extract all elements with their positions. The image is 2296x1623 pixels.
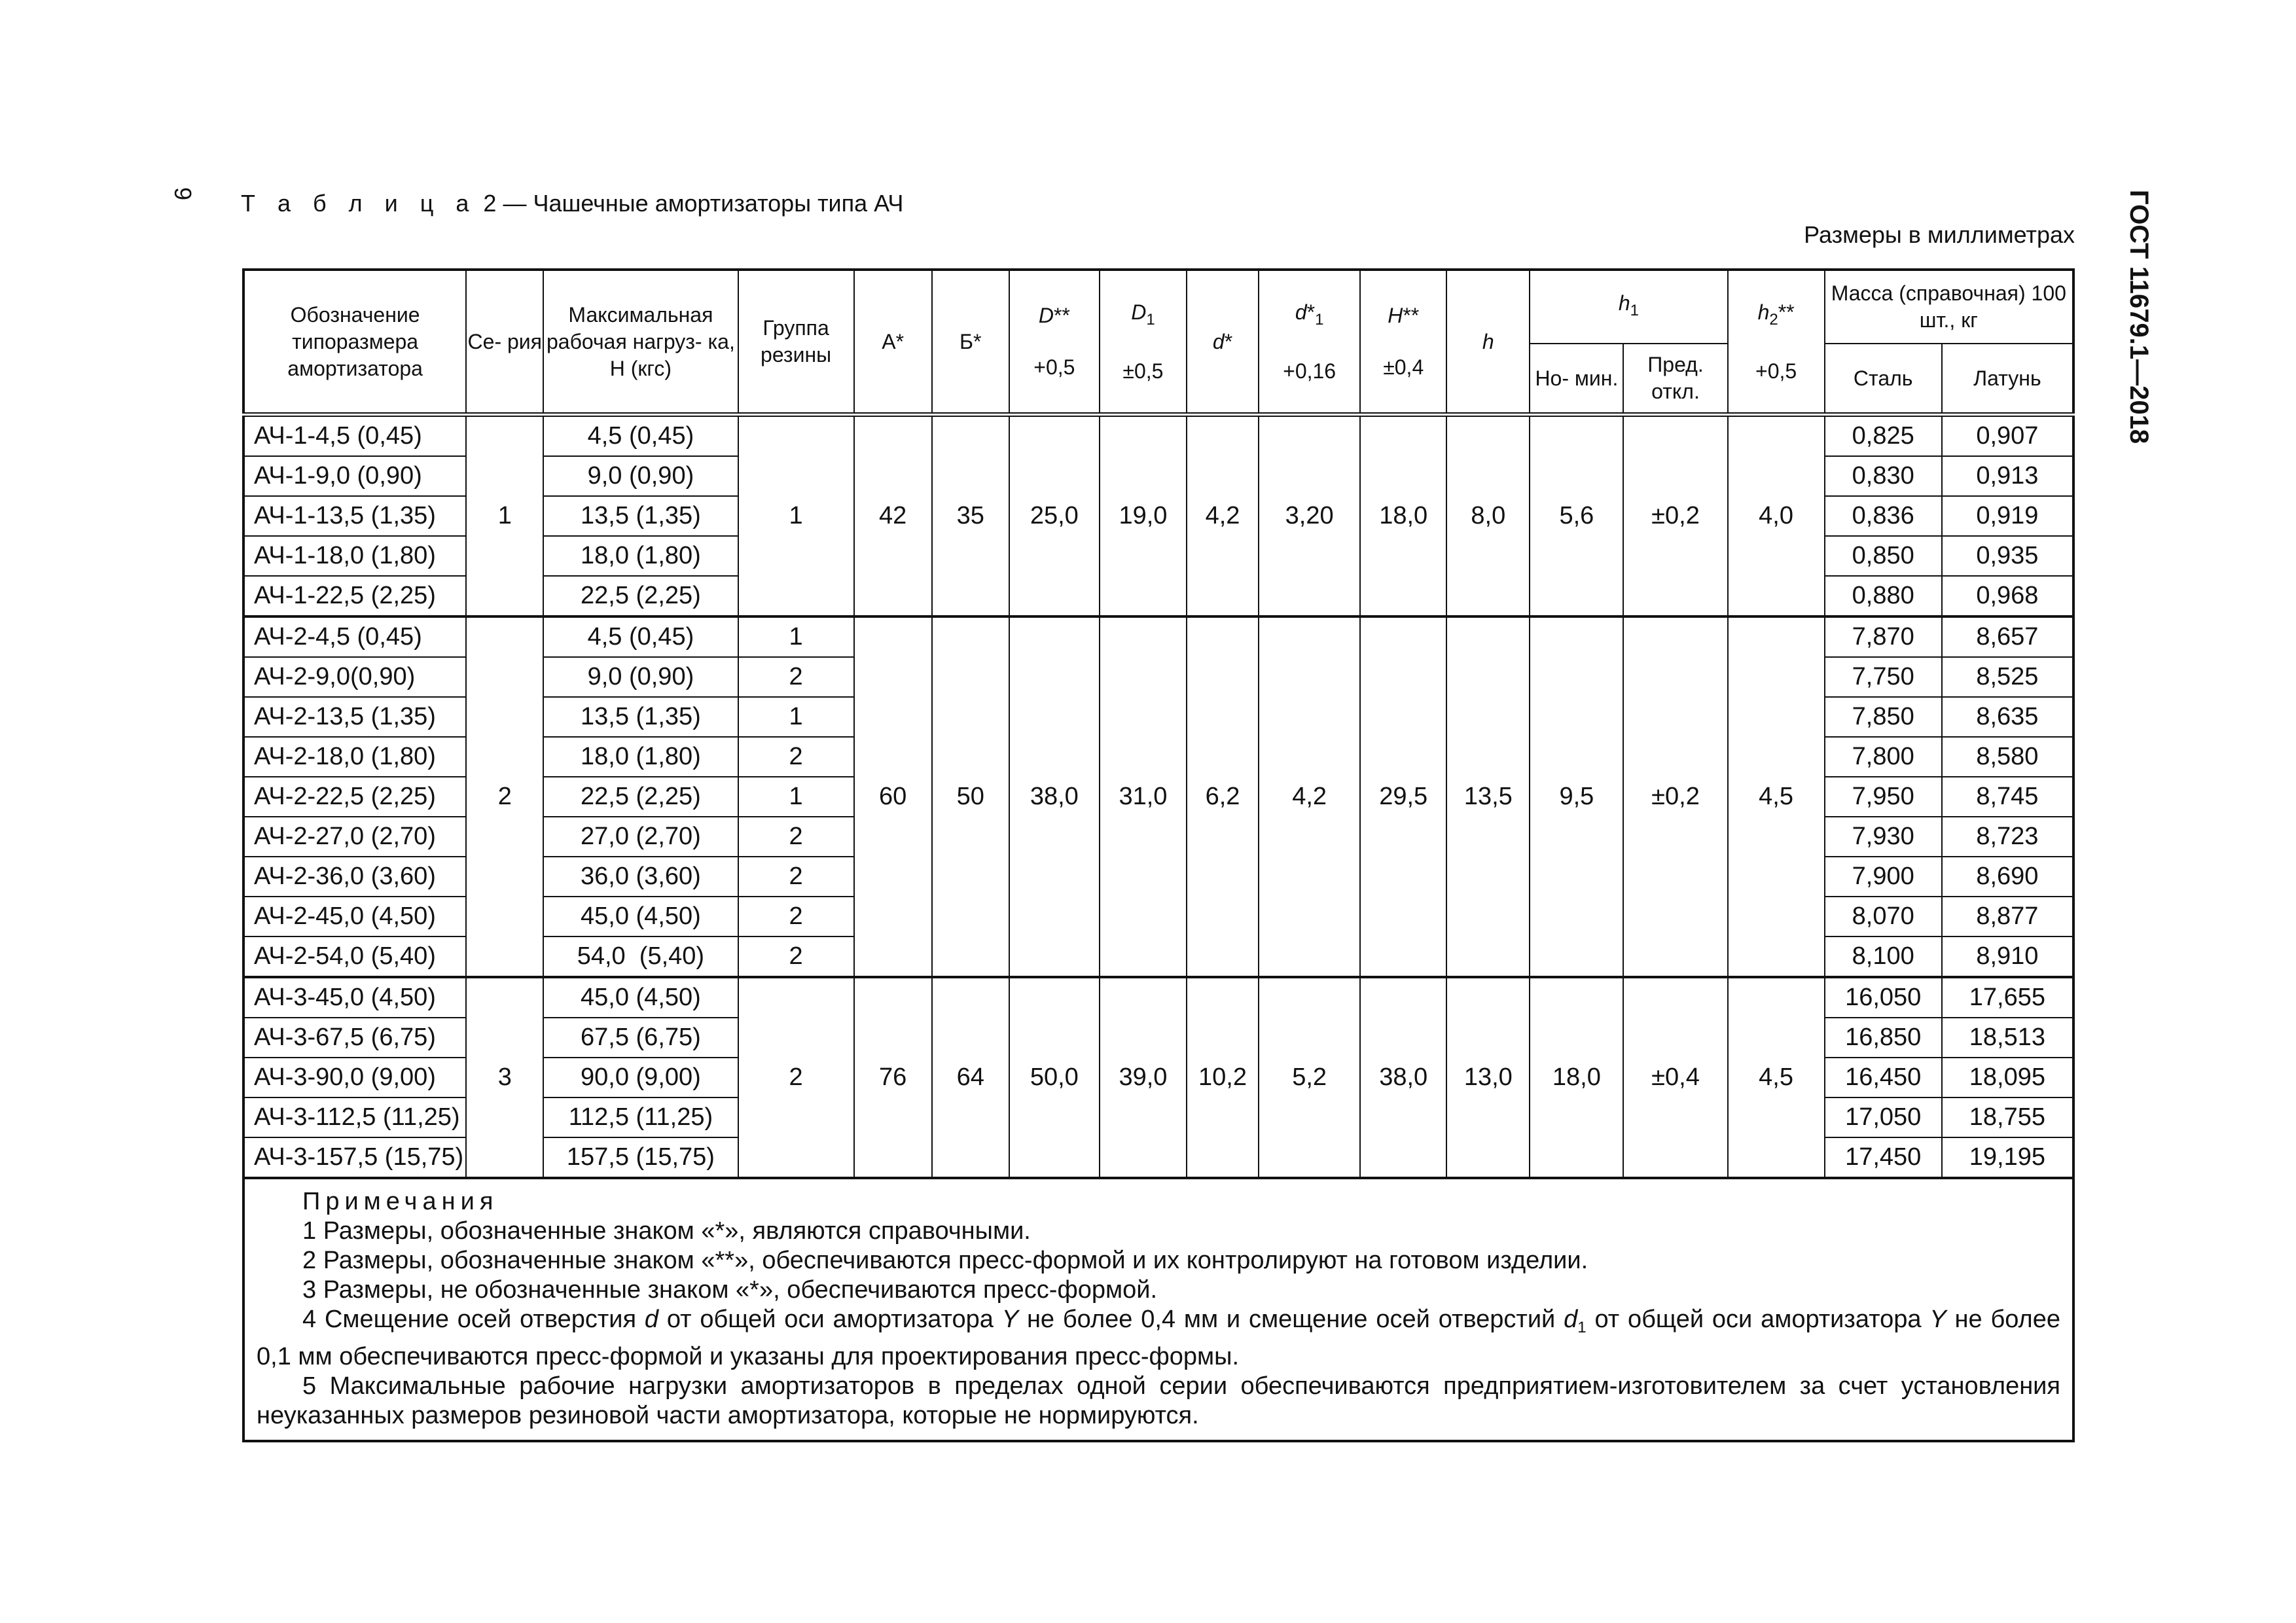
d1-outer-cell: 31,0 [1100, 616, 1187, 977]
load-cell: 4,5 (0,45) [543, 415, 738, 457]
group-cell: 2 [738, 977, 854, 1178]
brass-mass-cell: 8,723 [1942, 817, 2073, 857]
d1-outer-cell: 39,0 [1100, 977, 1187, 1178]
h2-subscript: 2 [1769, 310, 1778, 329]
header-max-load: Максимальная рабочая нагруз- ка, Н (кгс) [543, 270, 738, 415]
steel-mass-cell: 0,880 [1825, 576, 1942, 616]
load-cell: 67,5 (6,75) [543, 1018, 738, 1058]
steel-mass-cell: 7,950 [1825, 777, 1942, 817]
d-outer-cell: 25,0 [1009, 415, 1100, 617]
designation-cell: АЧ-2-22,5 (2,25) [243, 777, 466, 817]
steel-mass-cell: 17,050 [1825, 1097, 1942, 1137]
note-4-d-symbol: d [644, 1306, 659, 1333]
h1-nominal-cell: 18,0 [1530, 977, 1623, 1178]
designation-cell: АЧ-2-54,0 (5,40) [243, 936, 466, 977]
designation-cell: АЧ-2-18,0 (1,80) [243, 737, 466, 777]
h1-subscript: 1 [1630, 302, 1640, 319]
d-outer-symbol: D [1038, 304, 1054, 327]
h-cell: 8,0 [1446, 415, 1530, 617]
note-4-part-f: не более 0,1 мм обеспечиваются пресс-формой и указаны для проектирования пресс-формы. [257, 1306, 2060, 1370]
load-cell: 18,0 (1,80) [543, 737, 738, 777]
brass-mass-cell: 0,907 [1942, 415, 2073, 457]
designation-cell: АЧ-2-9,0(0,90) [243, 657, 466, 697]
h1-deviation-cell: ±0,4 [1623, 977, 1727, 1178]
group-cell: 1 [738, 616, 854, 657]
steel-mass-cell: 17,450 [1825, 1137, 1942, 1178]
header-d-hole [1187, 270, 1259, 415]
designation-cell: АЧ-3-112,5 (11,25) [243, 1097, 466, 1137]
header-d-outer [1009, 270, 1100, 415]
brass-mass-cell: 0,935 [1942, 536, 2073, 576]
b-cell: 50 [932, 616, 1009, 977]
note-5: 5 Максимальные рабочие нагрузки амортизаторов в пределах одной серии обеспечиваются предприятием-изготовителем за счет установления неуказанных размеров резиновой части амортизатора, которые не нормируются. [257, 1372, 2060, 1429]
designation-cell: АЧ-1-22,5 (2,25) [243, 576, 466, 616]
b-cell: 35 [932, 415, 1009, 617]
document-code: ГОСТ 11679.1—2018 [2125, 190, 2153, 444]
group-cell: 2 [738, 857, 854, 897]
group-cell: 2 [738, 936, 854, 977]
h-upper-tolerance: ±0,4 [1383, 355, 1424, 379]
designation-cell: АЧ-1-9,0 (0,90) [243, 456, 466, 496]
load-cell: 22,5 (2,25) [543, 576, 738, 616]
header-d1-outer [1100, 270, 1187, 415]
load-cell: 54,0 (5,40) [543, 936, 738, 977]
table-row [243, 616, 2073, 657]
h1-deviation-cell: ±0,2 [1623, 415, 1727, 617]
brass-mass-cell: 8,635 [1942, 697, 2073, 737]
designation-cell: АЧ-1-18,0 (1,80) [243, 536, 466, 576]
steel-mass-cell: 0,825 [1825, 415, 1942, 457]
brass-mass-cell: 18,513 [1942, 1018, 2073, 1058]
header-row [243, 270, 2073, 344]
brass-mass-cell: 0,913 [1942, 456, 2073, 496]
h-upper-cell: 29,5 [1360, 616, 1446, 977]
h-upper-cell: 18,0 [1360, 415, 1446, 617]
header-d1-hole [1259, 270, 1360, 415]
d1-hole-cell: 4,2 [1259, 616, 1360, 977]
note-2: 2 Размеры, обозначенные знаком «**», обеспечиваются пресс-формой и их контролируют на готовом изделии. [302, 1247, 1588, 1274]
h1-nominal-cell: 9,5 [1530, 616, 1623, 977]
d1-outer-subscript: 1 [1146, 310, 1155, 329]
load-cell: 45,0 (4,50) [543, 897, 738, 936]
d-outer-cell: 50,0 [1009, 977, 1100, 1178]
designation-cell: АЧ-2-27,0 (2,70) [243, 817, 466, 857]
brass-mass-cell: 18,755 [1942, 1097, 2073, 1137]
designation-cell: АЧ-1-4,5 (0,45) [243, 415, 466, 457]
header-h1-nominal: Но- мин. [1530, 344, 1623, 415]
steel-mass-cell: 16,850 [1825, 1018, 1942, 1058]
group-cell: 1 [738, 777, 854, 817]
load-cell: 45,0 (4,50) [543, 977, 738, 1018]
table-caption: 2 — Чашечные амортизаторы типа АЧ [483, 190, 904, 217]
brass-mass-cell: 8,525 [1942, 657, 2073, 697]
d-hole-symbol: d [1212, 329, 1225, 353]
notes-heading: Примечания [302, 1188, 499, 1215]
header-h1-deviation: Пред. откл. [1623, 344, 1727, 415]
h2-cell: 4,0 [1728, 415, 1825, 617]
h-upper-cell: 38,0 [1360, 977, 1446, 1178]
load-cell: 36,0 (3,60) [543, 857, 738, 897]
h-symbol: h [1482, 329, 1494, 353]
group-cell: 2 [738, 657, 854, 697]
d-hole-star: * [1224, 329, 1233, 353]
d-outer-cell: 38,0 [1009, 616, 1100, 977]
header-h1 [1530, 270, 1727, 344]
d1-outer-cell: 19,0 [1100, 415, 1187, 617]
load-cell: 22,5 (2,25) [543, 777, 738, 817]
group-cell: 2 [738, 737, 854, 777]
d-hole-cell: 4,2 [1187, 415, 1259, 617]
d1-outer-tolerance: ±0,5 [1122, 359, 1164, 383]
load-cell: 9,0 (0,90) [543, 456, 738, 496]
d1-hole-star: * [1306, 300, 1316, 324]
note-1: 1 Размеры, обозначенные знаком «*», являются справочными. [302, 1217, 1031, 1245]
load-cell: 13,5 (1,35) [543, 697, 738, 737]
designation-cell: АЧ-2-4,5 (0,45) [243, 616, 466, 657]
h2-tolerance: +0,5 [1755, 359, 1797, 383]
steel-mass-cell: 7,900 [1825, 857, 1942, 897]
brass-mass-cell: 8,877 [1942, 897, 2073, 936]
a-cell: 42 [854, 415, 932, 617]
h-upper-symbol: H [1388, 304, 1403, 327]
h2-symbol: h [1757, 300, 1770, 324]
note-4-part-a: 4 Смещение осей отверстия [302, 1306, 637, 1333]
brass-mass-cell: 19,195 [1942, 1137, 2073, 1178]
shock-absorber-table [242, 268, 2075, 1442]
brass-mass-cell: 0,919 [1942, 496, 2073, 536]
note-4 [257, 1305, 2060, 1372]
header-steel: Сталь [1825, 344, 1942, 415]
h-cell: 13,0 [1446, 977, 1530, 1178]
designation-cell: АЧ-2-45,0 (4,50) [243, 897, 466, 936]
series-cell: 1 [466, 415, 543, 617]
a-cell: 76 [854, 977, 932, 1178]
a-cell: 60 [854, 616, 932, 977]
steel-mass-cell: 7,870 [1825, 616, 1942, 657]
d1-outer-symbol: D [1131, 300, 1147, 324]
load-cell: 112,5 (11,25) [543, 1097, 738, 1137]
steel-mass-cell: 8,100 [1825, 936, 1942, 977]
designation-cell: АЧ-2-36,0 (3,60) [243, 857, 466, 897]
note-4-part-c: не более 0,4 мм и смещение осей отверстий [1026, 1306, 1556, 1333]
note-4-part-b: от общей оси амортизатора [666, 1306, 994, 1333]
steel-mass-cell: 0,850 [1825, 536, 1942, 576]
steel-mass-cell: 16,450 [1825, 1058, 1942, 1097]
h1-nominal-cell: 5,6 [1530, 415, 1623, 617]
h2-stars: ** [1778, 300, 1795, 324]
note-4-d1-subscript: 1 [1577, 1319, 1587, 1336]
units-label: Размеры в миллиметрах [1804, 221, 2075, 248]
d1-hole-subscript: 1 [1315, 310, 1324, 329]
series-cell: 2 [466, 616, 543, 977]
brass-mass-cell: 18,095 [1942, 1058, 2073, 1097]
note-4-y-symbol: Y [1001, 1306, 1019, 1333]
page-number: 9 [170, 187, 196, 201]
brass-mass-cell: 8,657 [1942, 616, 2073, 657]
h2-cell: 4,5 [1728, 616, 1825, 977]
h-cell: 13,5 [1446, 616, 1530, 977]
header-rubber-group: Группа резины [738, 270, 854, 415]
series-cell: 3 [466, 977, 543, 1178]
load-cell: 9,0 (0,90) [543, 657, 738, 697]
load-cell: 18,0 (1,80) [543, 536, 738, 576]
note-4-y2-symbol: Y [1929, 1306, 1946, 1333]
steel-mass-cell: 7,750 [1825, 657, 1942, 697]
notes-row [243, 1178, 2073, 1441]
header-a: А* [854, 270, 932, 415]
brass-mass-cell: 8,580 [1942, 737, 2073, 777]
note-3: 3 Размеры, не обозначенные знаком «*», обеспечиваются пресс-формой. [302, 1276, 1158, 1304]
brass-mass-cell: 8,745 [1942, 777, 2073, 817]
steel-mass-cell: 7,850 [1825, 697, 1942, 737]
load-cell: 13,5 (1,35) [543, 496, 738, 536]
d1-hole-tolerance: +0,16 [1283, 359, 1336, 383]
group-cell: 2 [738, 817, 854, 857]
designation-cell: АЧ-1-13,5 (1,35) [243, 496, 466, 536]
brass-mass-cell: 0,968 [1942, 576, 2073, 616]
brass-mass-cell: 8,690 [1942, 857, 2073, 897]
designation-cell: АЧ-3-45,0 (4,50) [243, 977, 466, 1018]
table-row [243, 415, 2073, 457]
header-series: Се- рия [466, 270, 543, 415]
designation-cell: АЧ-3-67,5 (6,75) [243, 1018, 466, 1058]
steel-mass-cell: 0,830 [1825, 456, 1942, 496]
load-cell: 4,5 (0,45) [543, 616, 738, 657]
designation-cell: АЧ-3-157,5 (15,75) [243, 1137, 466, 1178]
d1-hole-cell: 3,20 [1259, 415, 1360, 617]
designation-cell: АЧ-2-13,5 (1,35) [243, 697, 466, 737]
steel-mass-cell: 7,930 [1825, 817, 1942, 857]
steel-mass-cell: 16,050 [1825, 977, 1942, 1018]
header-h2 [1728, 270, 1825, 415]
d-outer-tolerance: +0,5 [1033, 355, 1075, 379]
header-brass: Латунь [1942, 344, 2073, 415]
header-h [1446, 270, 1530, 415]
load-cell: 157,5 (15,75) [543, 1137, 738, 1178]
d1-hole-symbol: d [1295, 300, 1307, 324]
group-cell: 1 [738, 697, 854, 737]
header-mass: Масса (справочная) 100 шт., кг [1825, 270, 2073, 344]
designation-cell: АЧ-3-90,0 (9,00) [243, 1058, 466, 1097]
group-cell: 1 [738, 415, 854, 617]
steel-mass-cell: 8,070 [1825, 897, 1942, 936]
notes [243, 1178, 2073, 1441]
header-b: Б* [932, 270, 1009, 415]
note-4-part-e: от общей оси амортизатора [1594, 1306, 1922, 1333]
load-cell: 90,0 (9,00) [543, 1058, 738, 1097]
group-cell: 2 [738, 897, 854, 936]
h-upper-stars: ** [1403, 304, 1420, 327]
d-hole-cell: 10,2 [1187, 977, 1259, 1178]
b-cell: 64 [932, 977, 1009, 1178]
table-label: Т а б л и ц а [241, 190, 477, 217]
d-hole-cell: 6,2 [1187, 616, 1259, 977]
table-title [241, 190, 903, 217]
d-outer-stars: ** [1053, 304, 1070, 327]
steel-mass-cell: 7,800 [1825, 737, 1942, 777]
header-h-upper [1360, 270, 1446, 415]
brass-mass-cell: 8,910 [1942, 936, 2073, 977]
load-cell: 27,0 (2,70) [543, 817, 738, 857]
header-designation: Обозначение типоразмера амортизатора [243, 270, 466, 415]
table-row [243, 977, 2073, 1018]
h1-symbol: h [1618, 291, 1630, 315]
h2-cell: 4,5 [1728, 977, 1825, 1178]
steel-mass-cell: 0,836 [1825, 496, 1942, 536]
d1-hole-cell: 5,2 [1259, 977, 1360, 1178]
brass-mass-cell: 17,655 [1942, 977, 2073, 1018]
note-4-d1-symbol: d [1564, 1306, 1578, 1333]
h1-deviation-cell: ±0,2 [1623, 616, 1727, 977]
